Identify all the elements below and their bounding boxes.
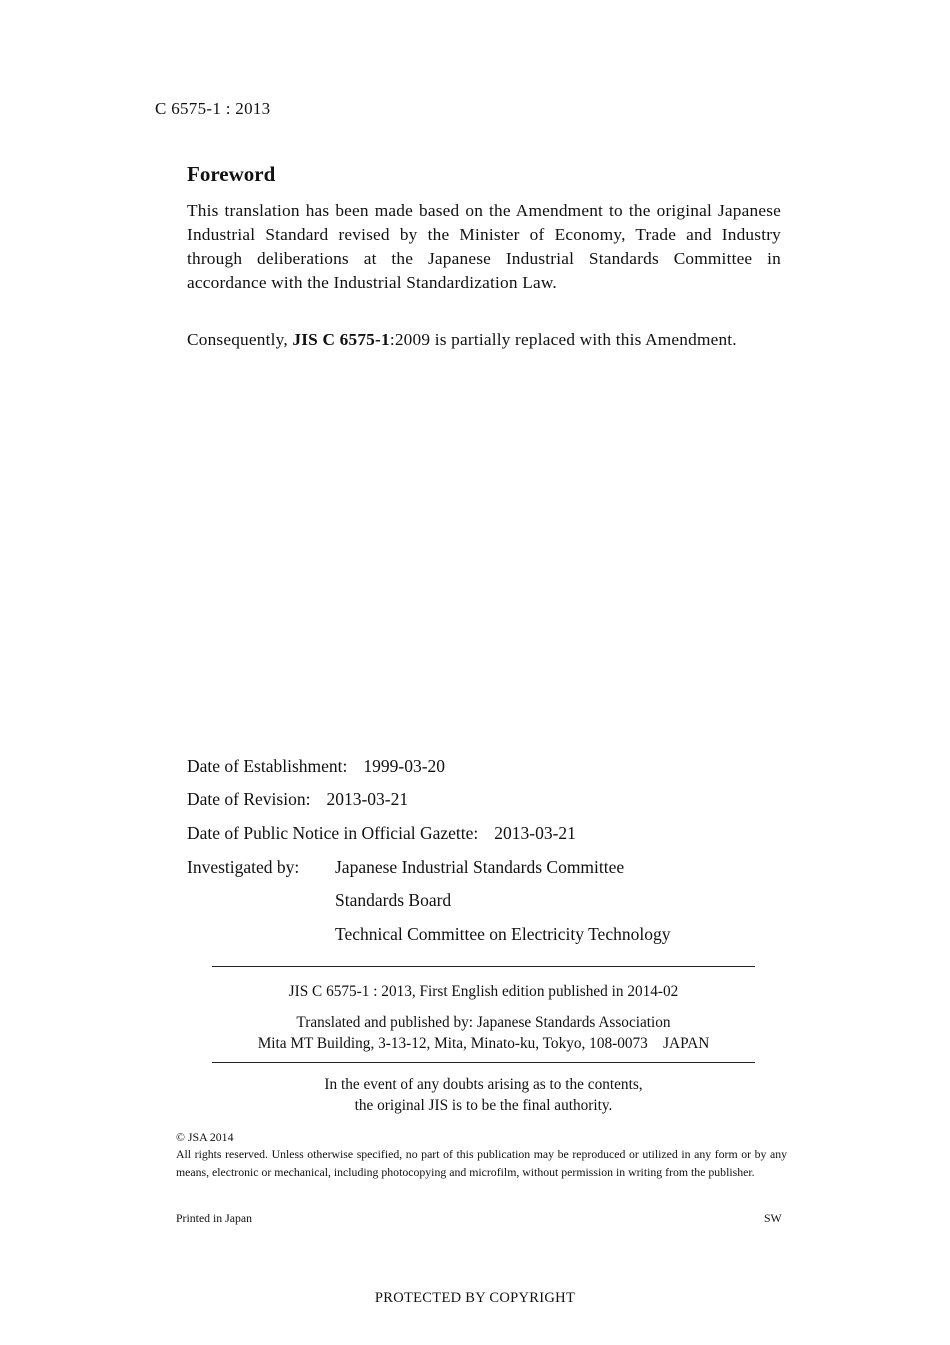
foreword-paragraph-1: This translation has been made based on the Amendment to the original Japanese Industrial Standard revised by the Minister of Economy, Trade and Industry through deliberations at the Japanese Industrial Standards Committee in accordance with the Industrial Standardization Law. [187, 201, 781, 292]
revision-label: Date of Revision: [187, 789, 311, 809]
paragraph-2-prefix: Consequently, [187, 330, 293, 349]
publisher-line: Translated and published by: Japanese Standards Association [296, 1014, 671, 1031]
investigator-2: Standards Board [335, 890, 452, 910]
edition-line: JIS C 6575-1 : 2013, First English edition published in 2014-02 [288, 983, 679, 1000]
public-notice-label: Date of Public Notice in Official Gazette: [187, 823, 479, 843]
rights-reserved-text: All rights reserved. Unless otherwise specified, no part of this publication may be reproduced or utilized in any form or by any means, electronic or mechanical, including photocopying and microfilm, without permission in writing from the publisher. [176, 1147, 787, 1179]
disclaimer-line-2: the original JIS is to be the final authority. [354, 1097, 613, 1114]
address-line: Mita MT Building, 3-13-12, Mita, Minato-ku, Tokyo, 108-0073 JAPAN [257, 1035, 710, 1052]
divider-top [212, 966, 755, 967]
document-number-header: C 6575-1 : 2013 [155, 99, 271, 118]
investigated-by-label: Investigated by: [187, 857, 300, 877]
copyright-notice: © JSA 2014 [176, 1130, 234, 1144]
jis-reference: JIS C 6575-1 [292, 330, 390, 349]
foreword-title: Foreword [187, 162, 276, 186]
foreword-paragraph-2 [187, 328, 781, 352]
establishment-row [187, 756, 445, 777]
investigator-1: Japanese Industrial Standards Committee [335, 857, 625, 877]
public-notice-row [187, 823, 576, 844]
publisher-code: SW [764, 1211, 782, 1225]
establishment-label: Date of Establishment: [187, 756, 348, 776]
revision-value: 2013-03-21 [326, 789, 409, 809]
printed-in-label: Printed in Japan [176, 1211, 253, 1225]
disclaimer-line-1: In the event of any doubts arising as to the contents, [324, 1076, 643, 1093]
paragraph-2-suffix: :2009 is partially replaced with this Amendment. [389, 330, 737, 349]
copyright-footer: PROTECTED BY COPYRIGHT [374, 1290, 576, 1306]
revision-row [187, 789, 408, 810]
investigator-3: Technical Committee on Electricity Technology [335, 924, 671, 944]
divider-bottom [212, 1062, 755, 1063]
establishment-value: 1999-03-20 [363, 756, 446, 776]
public-notice-value: 2013-03-21 [494, 823, 576, 843]
